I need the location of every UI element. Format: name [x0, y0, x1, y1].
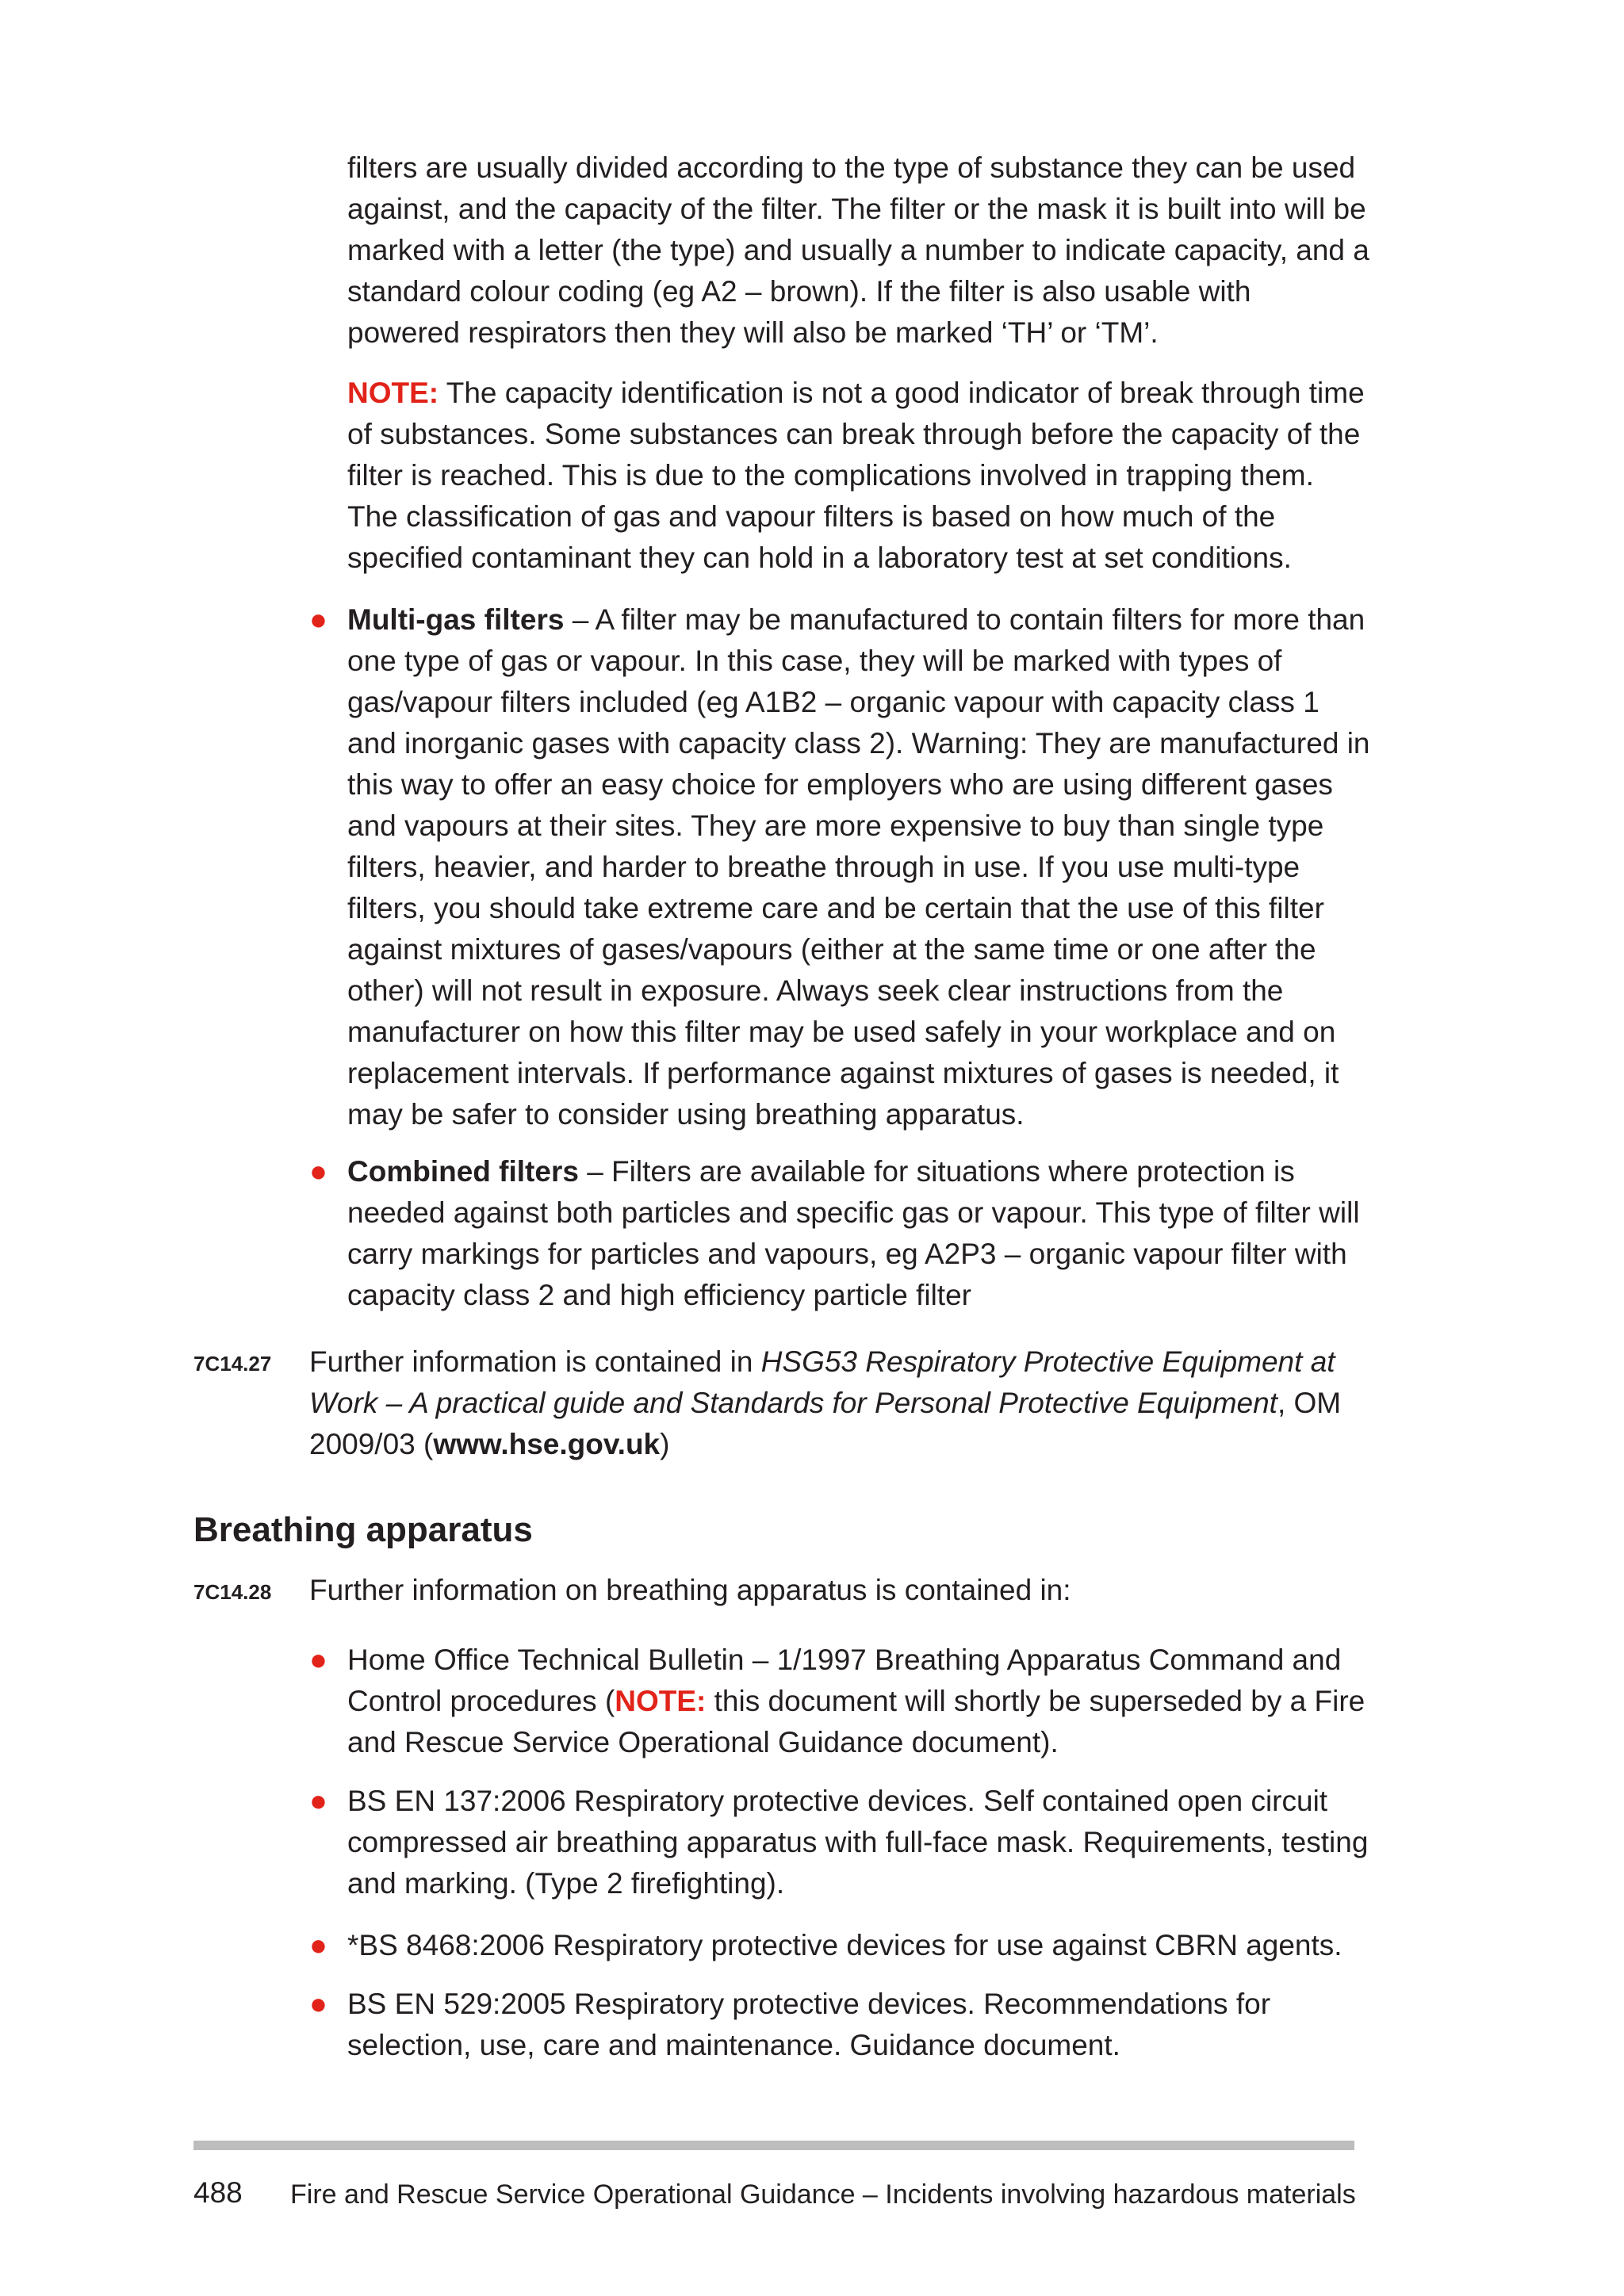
para-27-lead: Further information is contained in: [309, 1345, 761, 1378]
list-item-bs-en-137: [347, 1781, 1370, 1904]
combined-text: – Filters are available for situations where protection is needed against both particles and specific gas or vapour. This type of filter will carry markings for particles and vapours, eg A2P3 – organic vapour filter with capacity class 2 and high efficiency particle filter: [347, 1155, 1360, 1311]
note-label: NOTE:: [347, 377, 439, 409]
list-item-bs-en-529: [347, 1984, 1370, 2066]
bs-en-529-text: BS EN 529:2005 Respiratory protective devices. Recommendations for selection, use, care and maintenance. Guidance document.: [347, 1988, 1271, 2061]
bullet-icon: ●: [309, 1644, 327, 1677]
bullet-icon: ●: [309, 1929, 327, 1962]
bullet-icon: ●: [309, 1155, 327, 1188]
footer-title: Fire and Rescue Service Operational Guidance – Incidents involving hazardous materials: [290, 2179, 1356, 2210]
bullet-icon: ●: [309, 1988, 327, 2021]
bullet-icon: ●: [309, 603, 327, 637]
page-number: 488: [193, 2176, 243, 2209]
intro-paragraph: [347, 147, 1370, 354]
note-text: The capacity identification is not a good indicator of break through time of substances. Some substances can break through before the capacity of the filter is reached. This is due to the complications involved in trapping them. The classification of gas and vapour filters is based on how much of the specified contaminant they can hold in a laboratory test at set conditions.: [347, 377, 1365, 574]
list-item-home-office: [347, 1640, 1370, 1763]
para-28-text: Further information on breathing apparatus is contained in:: [309, 1574, 1071, 1606]
section-heading: Breathing apparatus: [193, 1510, 533, 1549]
paragraph-number: 7C14.27: [193, 1352, 272, 1376]
paragraph-7c14-27: [309, 1341, 1372, 1465]
combined-term: Combined filters: [347, 1155, 579, 1188]
para-27-end: ): [660, 1428, 670, 1460]
note-paragraph: [347, 373, 1370, 579]
paragraph-number: 7C14.28: [193, 1580, 272, 1604]
para-27-mid: , OM 2009/03 (: [309, 1387, 1342, 1460]
list-item-multi-gas: [347, 599, 1370, 1135]
intro-text: filters are usually divided according to the type of substance they can be used against, and the capacity of the filter. The filter or the mask it is built into will be marked with a letter (the type) and usually a number to indicate capacity, and a standard colour coding (eg A2 – brown). If the filter is also usable with powered respirators then they will also be marked ‘TH’ or ‘TM’.: [347, 151, 1369, 349]
list-item-combined: [347, 1151, 1370, 1316]
note-label: NOTE:: [615, 1685, 707, 1717]
bullet-icon: ●: [309, 1785, 327, 1818]
home-office-note-text: this document will shortly be superseded by a Fire and Rescue Service Operational Guidance document).: [347, 1685, 1365, 1758]
list-item-bs-8468: [347, 1925, 1370, 1966]
paragraph-7c14-28: [309, 1570, 1372, 1611]
bs-8468-text: *BS 8468:2006 Respiratory protective devices for use against CBRN agents.: [347, 1929, 1342, 1961]
multi-gas-text: – A filter may be manufactured to contain filters for more than one type of gas or vapour. In this case, they will be marked with types of gas/vapour filters included (eg A1B2 – organic vapour with capacity class 1 and inorganic gases with capacity class 2). Warning: They are manufactured in this way to offer an easy choice for employers who are using different gases and vapours at their sites. They are more expensive to buy than single type filters, heavier, and harder to breathe through in use. If you use multi-type filters, you should take extreme care and be certain that the use of this filter against mixtures of gases/vapours (either at the same time or one after the other) will not result in exposure. Always seek clear instructions from the manufacturer on how this filter may be used safely in your workplace and on replacement intervals. If performance against mixtures of gases is needed, it may be safer to consider using breathing apparatus.: [347, 603, 1370, 1131]
hsg53-title: HSG53 Respiratory Protective Equipment at Work – A practical guide and Standards for Personal Protective Equipment: [309, 1345, 1335, 1419]
bs-en-137-text: BS EN 137:2006 Respiratory protective devices. Self contained open circuit compressed air breathing apparatus with full-face mask. Requirements, testing and marking. (Type 2 firefighting).: [347, 1785, 1369, 1900]
hse-link[interactable]: www.hse.gov.uk: [433, 1428, 661, 1460]
footer-rule: [193, 2141, 1354, 2150]
multi-gas-term: Multi-gas filters: [347, 603, 565, 636]
home-office-text: Home Office Technical Bulletin – 1/1997 Breathing Apparatus Command and Control procedures (: [347, 1644, 1342, 1717]
